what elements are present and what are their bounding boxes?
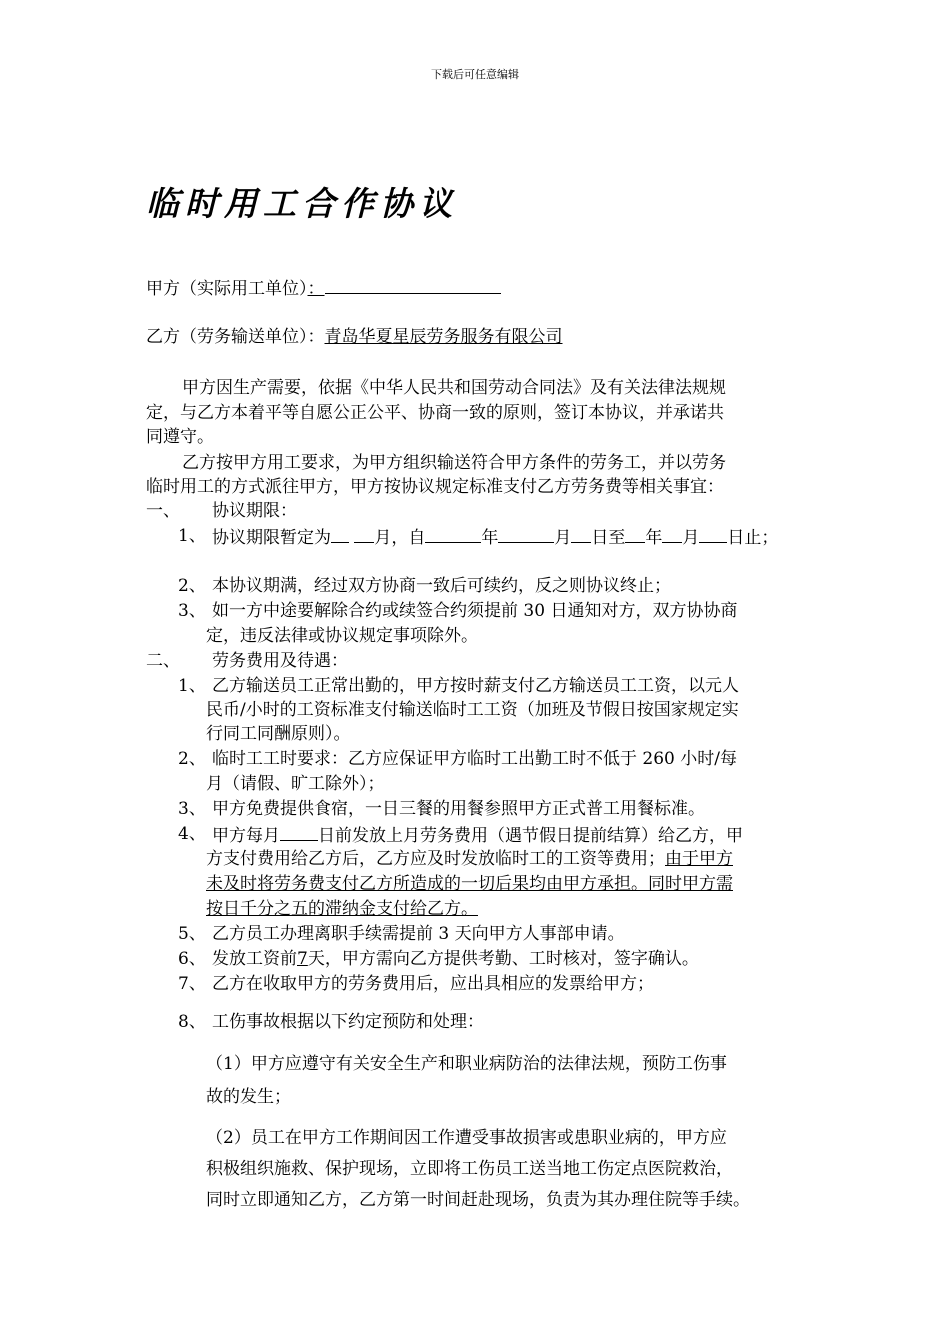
party-b-value: 青岛华夏星辰劳务服务有限公司 [324, 327, 563, 347]
section-1-heading: 协议期限： [212, 501, 297, 521]
s2-item-7-number: 7、 [178, 974, 206, 994]
s1-item-2-text: 本协议期满，经过双方协商一致后可续约，反之则协议终止； [212, 576, 671, 596]
s2-item-2-text: 临时工工时要求：乙方应保证甲方临时工出勤工时不低于 260 小时/每 [212, 749, 737, 769]
term-text: 日止； [727, 528, 779, 548]
party-a-line [146, 275, 501, 301]
section-1-number: 一、 [146, 501, 180, 521]
blank-field [354, 524, 374, 543]
s2-item-7-text: 乙方在收取甲方的劳务费用后，应出具相应的发票给甲方； [212, 974, 654, 994]
underlined-clause: 未及时将劳务费支付乙方所造成的一切后果均由甲方承担。同时甲方需 [206, 874, 733, 894]
pay-day-prefix: 甲方每月 [212, 826, 280, 846]
pay-day-text: 日前发放上月劳务费用（遇节假日提前结算）给乙方，甲 [318, 826, 743, 846]
s2-item-1-text: 乙方输送员工正常出勤的，甲方按时薪支付乙方输送员工工资，以元人 [212, 676, 739, 696]
intro-line: 乙方按甲方用工要求，为甲方组织输送符合甲方条件的劳务工，并以劳务 [182, 453, 726, 473]
blank-field [699, 524, 727, 543]
s2-item-1-text: 行同工同酬原则）。 [206, 724, 351, 744]
s2-item-4-text [206, 847, 733, 871]
s1-item-3-text: 如一方中途要解除合约或续签合约须提前 30 日通知对方，双方协协商 [212, 601, 738, 621]
blank-field [571, 524, 591, 543]
intro-line: 定，与乙方本着平等自愿公正公平、协商一致的原则，签订本协议，并承诺共 [146, 403, 724, 423]
s2-item-3-number: 3、 [178, 799, 206, 819]
s2-item-5-text: 乙方员工办理离职手续需提前 3 天向甲方人事部申请。 [212, 924, 625, 944]
underlined-clause: 按日千分之五的滞纳金支付给乙方。 [206, 899, 478, 919]
term-text: 年 [645, 528, 663, 548]
page-header: 下载后可任意编辑 [431, 68, 519, 81]
party-b-line [146, 325, 563, 349]
clause-text: 天，甲方需向乙方提供考勤、工时核对，签字确认。 [307, 949, 699, 969]
term-text: 月 [554, 528, 572, 548]
s1-item-3-text: 定，违反法律或协议规定事项除外。 [206, 626, 478, 646]
blank-field [662, 524, 682, 543]
sub-clause-2: 同时立即通知乙方，乙方第一时间赶赴现场，负责为其办理住院等手续。 [206, 1190, 750, 1210]
underlined-clause: 由于甲方 [665, 849, 733, 869]
intro-line: 甲方因生产需要，依据《中华人民共和国劳动合同法》及有关法律法规规 [182, 378, 726, 398]
sub-clause-2: 积极组织施救、保护现场，立即将工伤员工送当地工伤定点医院救治， [206, 1159, 733, 1179]
party-a-label: 甲方（实际用工单位） [146, 279, 308, 299]
s2-item-2-number: 2、 [178, 749, 206, 769]
s2-item-3-text: 甲方免费提供食宿，一日三餐的用餐参照甲方正式普工用餐标准。 [212, 799, 705, 819]
term-text: 年 [481, 528, 499, 548]
section-2-number: 二、 [146, 651, 180, 671]
term-text: 日至 [591, 528, 626, 548]
blank-field [425, 524, 481, 543]
s2-item-4-number: 4、 [178, 824, 206, 844]
intro-line: 临时用工的方式派往甲方，甲方按协议规定标准支付乙方劳务费等相关事宜： [146, 477, 724, 497]
s2-item-5-number: 5、 [178, 924, 206, 944]
intro-line: 同遵守。 [146, 427, 214, 447]
document-title: 临时用工合作协议 [146, 184, 458, 223]
clause-text: 方支付费用给乙方后，乙方应及时发放临时工的工资等费用； [206, 849, 665, 869]
blank-field [625, 524, 645, 543]
clause-text: 发放工资前 [212, 949, 297, 969]
blank-field [280, 822, 318, 841]
section-2-heading: 劳务费用及待遇： [212, 651, 348, 671]
party-a-colon: ： [307, 279, 325, 299]
term-text: 月，自 [374, 528, 426, 548]
sub-clause-2: （2）员工在甲方工作期间因工作遭受事故损害或患职业病的，甲方应 [206, 1128, 727, 1148]
s2-item-6-number: 6、 [178, 949, 206, 969]
party-a-blank [325, 275, 501, 294]
s2-item-4-text [212, 822, 743, 848]
term-text: 月 [682, 528, 700, 548]
s1-item-1-number: 1、 [178, 526, 206, 546]
s1-item-3-number: 3、 [178, 601, 206, 621]
s1-item-1-text [212, 524, 778, 550]
s2-item-8-text: 工伤事故根据以下约定预防和处理： [212, 1012, 484, 1032]
s2-item-1-number: 1、 [178, 676, 206, 696]
s2-item-1-text: 民币/小时的工资标准支付输送临时工工资（加班及节假日按国家规定实 [206, 700, 739, 720]
term-prefix: 协议期限暂定为 [212, 528, 331, 548]
sub-clause-1: （1）甲方应遵守有关安全生产和职业病防治的法律法规，预防工伤事 [206, 1054, 727, 1074]
blank-field [331, 524, 349, 543]
s2-item-2-text: 月（请假、旷工除外）； [206, 774, 385, 794]
blank-field [498, 524, 554, 543]
sub-clause-1: 故的发生； [206, 1087, 291, 1107]
s2-item-8-number: 8、 [178, 1012, 206, 1032]
party-b-label: 乙方（劳务输送单位）： [146, 327, 325, 347]
s1-item-2-number: 2、 [178, 576, 206, 596]
days-value: 7 [297, 949, 308, 969]
s2-item-6-text [212, 947, 699, 971]
